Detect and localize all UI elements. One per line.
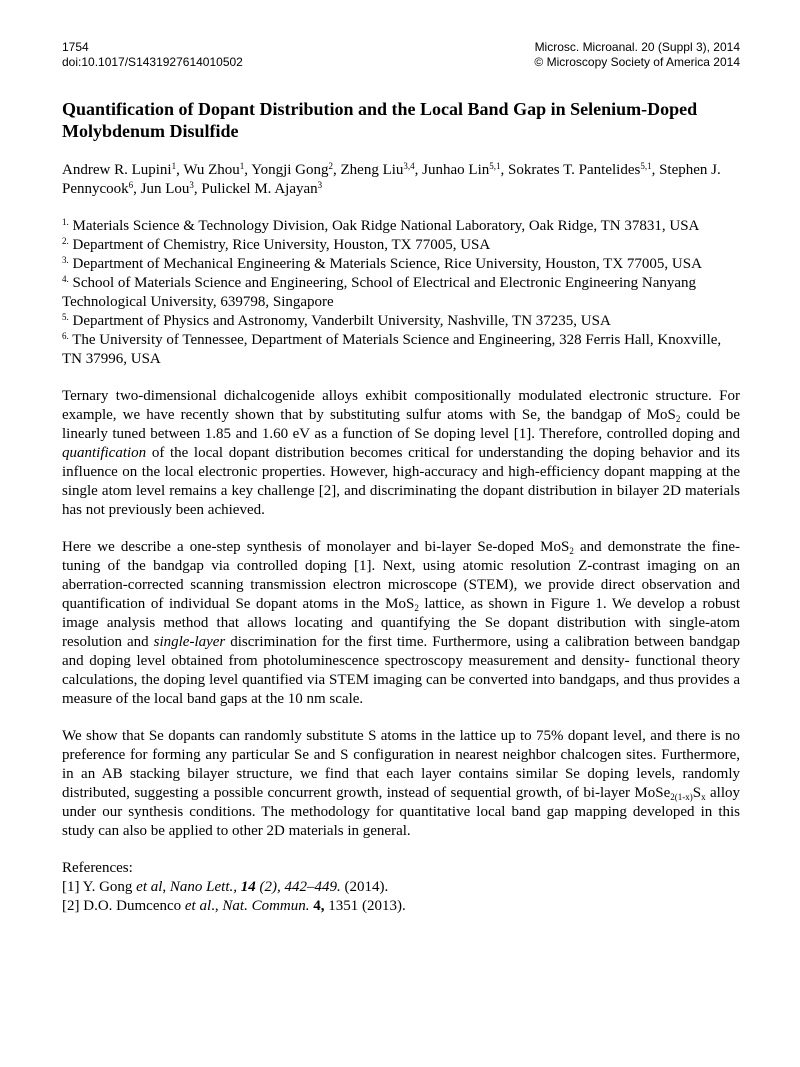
text-run: We show that Se dopants can randomly substitute S atoms in the lattice up to 75% dopant level, and there is no preference for forming any particular Se and S configuration in nearest neighbor chalcogen sites. Furthermore, in an AB stacking bilayer structure, we find that each layer contains similar Se doping levels, randomly distributed, suggesting a possible concurrent growth, instead of sequential growth, of bi-layer MoSe bbox=[62, 728, 740, 801]
author-affiliation-mark: 5,1 bbox=[640, 161, 652, 171]
affiliation bbox=[62, 217, 740, 236]
subscript: 2(1-x) bbox=[670, 792, 693, 802]
journal-citation: Microsc. Microanal. 20 (Suppl 3), 2014 bbox=[534, 40, 740, 54]
pages: (2), 442–449. bbox=[255, 879, 341, 895]
body-paragraph-2 bbox=[62, 538, 740, 709]
author: Junhao Lin bbox=[422, 162, 490, 178]
affiliation-text: Department of Chemistry, Rice University, Houston, TX 77005, USA bbox=[72, 237, 491, 253]
author: Jun Lou bbox=[140, 181, 190, 197]
affiliation-number: 2. bbox=[62, 236, 69, 246]
author: Pulickel M. Ajayan bbox=[201, 181, 318, 197]
text-run: Ternary two-dimensional dichalcogenide alloys exhibit compositionally modulated electronic structure. For example, we have recently shown that by substituting sulfur atoms with Se, the bandgap of MoS bbox=[62, 388, 740, 423]
author: Andrew R. Lupini bbox=[62, 162, 172, 178]
references bbox=[62, 859, 740, 916]
reference-item bbox=[62, 897, 740, 916]
text-run: [1] Y. Gong bbox=[62, 879, 137, 895]
body-paragraph-1 bbox=[62, 387, 740, 520]
author-affiliation-mark: 3 bbox=[317, 180, 323, 190]
author: Sokrates T. Pantelides bbox=[507, 162, 641, 178]
author-affiliation-mark: 3 bbox=[189, 180, 194, 190]
running-header bbox=[62, 40, 740, 74]
affiliation-text: School of Materials Science and Engineering, School of Electrical and Electronic Engineering Nanyang Technological University, 639798, Singapore bbox=[62, 275, 697, 310]
text-run: , bbox=[162, 879, 170, 895]
copyright: © Microscopy Society of America 2014 bbox=[534, 55, 740, 69]
author-affiliation-mark: 1 bbox=[171, 161, 177, 171]
affiliation-text: Department of Mechanical Engineering & Materials Science, Rice University, Houston, TX 77005, USA bbox=[72, 256, 702, 272]
author-affiliation-mark: 2 bbox=[328, 161, 333, 171]
affiliation-number: 1. bbox=[62, 217, 69, 227]
journal-name: Nat. Commun. bbox=[222, 898, 310, 914]
text-run: discrimination for the first time. Furthermore, using a calibration between bandgap and doping level obtained from photoluminescence spectroscopy measurement and density- functional theory calculations, the doping level quantified via STEM imaging can be converted into bandgaps, and thus provides a measure of the local band gaps at the 10 nm scale. bbox=[62, 634, 740, 707]
affiliation-list bbox=[62, 217, 740, 369]
reference-item bbox=[62, 878, 740, 897]
text-run: [2] D.O. Dumcenco bbox=[62, 898, 185, 914]
volume: 4, bbox=[309, 898, 325, 914]
author: Wu Zhou bbox=[183, 162, 240, 178]
text-run: alloy under our synthesis conditions. The methodology for quantitative local band gap mapping developed in this study can also be applied to other 2D materials in general. bbox=[62, 785, 740, 839]
body-paragraph-3 bbox=[62, 727, 740, 841]
text-run: (2014). bbox=[340, 879, 389, 895]
affiliation bbox=[62, 274, 740, 312]
text-run: S bbox=[692, 785, 702, 801]
emphasis: single-layer bbox=[153, 634, 226, 650]
subscript: x bbox=[701, 792, 706, 802]
page-number: 1754 bbox=[62, 40, 89, 54]
affiliation bbox=[62, 236, 740, 255]
emphasis: et al bbox=[184, 898, 212, 914]
author-affiliation-mark: 1 bbox=[239, 161, 245, 171]
references-heading: References: bbox=[62, 860, 133, 876]
text-run: and demonstrate the fine-tuning of the bandgap via controlled doping [1]. Next, using atomic resolution Z-contrast imaging on an aberration-corrected scanning transmission electron microscope (STEM), we provide direct observation and quantification of individual Se dopant atoms in the MoS bbox=[62, 539, 741, 612]
text-run: could be linearly tuned between 1.85 and 1.60 eV as a function of Se doping level [1]. Therefore, controlled doping and bbox=[62, 407, 741, 442]
author: Stephen J. Pennycook bbox=[62, 162, 721, 197]
paper-page bbox=[62, 40, 740, 916]
text-run: lattice, as shown in Figure 1. We develop a robust image analysis method that allows locating and quantifying the Se dopant distribution with single-atom resolution and bbox=[62, 596, 740, 650]
affiliation-number: 5. bbox=[62, 312, 69, 322]
text-run: ., bbox=[211, 898, 223, 914]
affiliation-number: 6. bbox=[62, 331, 69, 341]
affiliation-number: 3. bbox=[62, 255, 69, 265]
volume: 14 bbox=[240, 879, 256, 895]
affiliation-text: Materials Science & Technology Division, Oak Ridge National Laboratory, Oak Ridge, TN 37831, USA bbox=[72, 218, 700, 234]
author: Zheng Liu bbox=[340, 162, 404, 178]
journal-name: Nano Lett., bbox=[169, 879, 241, 895]
subscript: 2 bbox=[569, 546, 574, 556]
affiliation-text: Department of Physics and Astronomy, Vanderbilt University, Nashville, TN 37235, USA bbox=[72, 313, 611, 329]
affiliation bbox=[62, 255, 740, 274]
emphasis: quantification bbox=[62, 445, 147, 461]
author: Yongji Gong bbox=[251, 162, 329, 178]
author-list: Andrew R. Lupini$^1$, Wu Zhou$^1$, Yongji Gong$^2$, Zheng Liu$^{3,4}$, Junhao Lin$^{5,1}$, Sokrates T. Pantelides$^{5,1}$, Stephen J. Pennycook$^6$, Jun Lou$^3$, Pulickel M. Ajayan$^3$ bbox=[62, 161, 721, 197]
text-run: Here we describe a one-step synthesis of monolayer and bi-layer Se-doped MoS bbox=[62, 539, 570, 555]
affiliation bbox=[62, 331, 740, 369]
author-affiliation-mark: 6 bbox=[128, 180, 134, 190]
subscript: 2 bbox=[414, 603, 419, 613]
emphasis: et al bbox=[136, 879, 163, 895]
affiliation-number: 4. bbox=[62, 274, 69, 284]
doi: doi:10.1017/S1431927614010502 bbox=[62, 55, 243, 69]
paper-title: Quantification of Dopant Distribution and the Local Band Gap in Selenium-Doped Molybdenum Disulfide bbox=[62, 99, 698, 141]
affiliation-text: The University of Tennessee, Department of Materials Science and Engineering, 328 Ferris Hall, Knoxville, TN 37996, USA bbox=[62, 332, 722, 367]
author-affiliation-mark: 5,1 bbox=[489, 161, 501, 171]
text-run: 1351 (2013). bbox=[324, 898, 406, 914]
affiliation bbox=[62, 312, 740, 331]
author-affiliation-mark: 3,4 bbox=[403, 161, 415, 171]
subscript: 2 bbox=[675, 414, 681, 424]
header-left bbox=[62, 40, 243, 70]
header-right bbox=[534, 40, 740, 70]
text-run: of the local dopant distribution becomes critical for understanding the doping behavior and its influence on the local electronic properties. However, high-accuracy and high-efficiency dopant mapping at the single atom level remains a key challenge [2], and discriminating the dopant distribution in bilayer 2D materials has not previously been achieved. bbox=[62, 445, 740, 518]
